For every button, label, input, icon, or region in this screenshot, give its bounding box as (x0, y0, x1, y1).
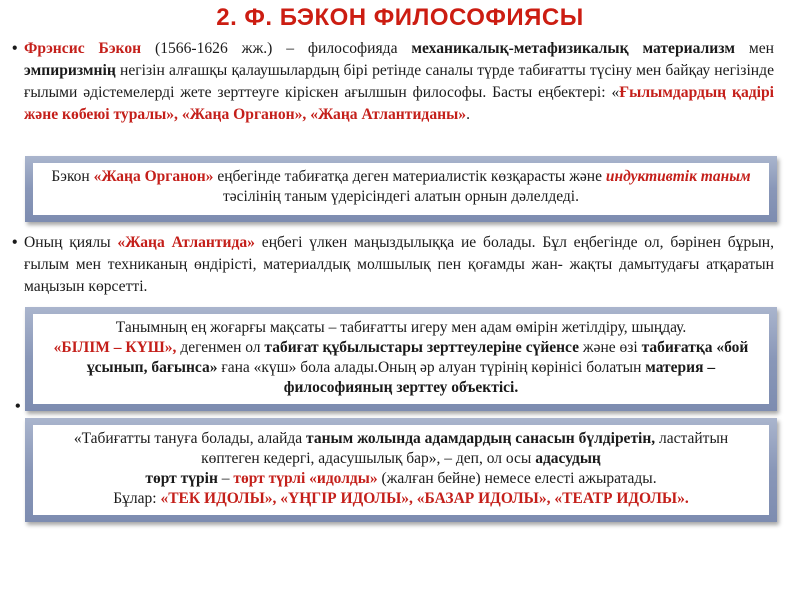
text-span: . (466, 106, 470, 123)
novum-organum-panel (25, 156, 777, 222)
text-span: дегенмен ол (176, 339, 265, 356)
text-span: Оның қиялы (24, 234, 118, 251)
knowledge-is-power-panel (25, 307, 777, 411)
empty-bullet: • (15, 398, 21, 415)
four-idols: төрт түрлі «идолды» (233, 470, 378, 487)
text-span: мен (734, 40, 774, 57)
text-span: Бэкон (51, 168, 94, 185)
inductive-method: индуктивтік таным (605, 168, 751, 185)
bullet: • (12, 40, 18, 57)
bullet: • (12, 234, 18, 251)
work-title: «Жаңа Атлантида» (117, 234, 255, 251)
text-span: негізін алғашқы қалаушылардың бірі ретінде саналы түрде табиғатты түсіну мен байқау негізінде ғылыми әдістемелерді жете зерттеуге кіріскен ағылшын философы. Басты еңбектері: « (24, 62, 774, 101)
text-span: Бұлар: (113, 490, 161, 507)
text-span: еңбегі үлкен маңыздылыққа ие болады. Бұл еңбегінде ол, бәрінен бұрын, ғылым мен техниканың өндірісті, материалдық молшылық пен қоғамды жан- жақты дамытудағы атқаратын маңызын көрсетті. (24, 234, 774, 295)
emphasis-text: табиғат құбылыстары зерттеулеріне сүйенсе (264, 339, 580, 356)
text-span: ғана «күш» бола алады.Оның әр алуан түрінің көрінісі болатын (217, 359, 646, 376)
knowledge-is-power: «БІЛІМ – КҮШ», (53, 339, 177, 356)
text-span: Танымның ең жоғарғы мақсаты – табиғатты игеру мен адам өмірін жетілдіру, шыңдау. (115, 319, 687, 336)
emphasis-text: төрт түрін (145, 470, 218, 487)
idols-list: «ТЕК ИДОЛЫ», «ҮҢГІР ИДОЛЫ», «БАЗАР ИДОЛЫ», «ТЕАТР ИДОЛЫ». (160, 490, 689, 507)
bacon-intro-paragraph (12, 38, 774, 126)
emphasis-text: адасудың (535, 450, 601, 467)
text-span: еңбегінде табиғатқа деген материалистік көзқарасты және (213, 168, 606, 185)
new-atlantis-paragraph (12, 232, 774, 298)
slide-title: 2. Ф. БЭКОН ФИЛОСОФИЯСЫ (216, 4, 584, 31)
text-span: ластайтын көптеген кедергі, адасушылық бар», – деп, ол осы (201, 430, 729, 467)
text-span: және өзі (579, 339, 642, 356)
emphasis-text: таным жолында адамдардың санасын бүлдіретін, (306, 430, 656, 447)
emphasis-text: табиғатқа «бой ұсынып, бағынса» (86, 339, 749, 376)
text-span: (жалған бейне) немесе елесті ажыратады. (377, 470, 657, 487)
emphasis-text: механикалық-метафизикалық материализм (411, 40, 735, 57)
text-span: (1566-1626 жж.) – философияда (141, 40, 412, 57)
text-span: «Табиғатты тануға болады, алайда (73, 430, 307, 447)
text-span: – (217, 470, 234, 487)
idols-panel (25, 418, 777, 522)
text-span: тәсілінің таным үдерісіндегі алатын орнын дәлелдеді. (223, 188, 579, 205)
emphasis-text: эмпиризмнің (24, 62, 116, 79)
main-works: Ғылымдардың қадірі және көбеюі туралы», «Жаңа Органон», «Жаңа Атлантиданы» (24, 84, 774, 123)
philosopher-name: Фрэнсис Бэкон (24, 40, 142, 57)
work-title: «Жаңа Органон» (93, 168, 214, 185)
emphasis-text: материя – философияның зерттеу объектісі. (283, 359, 716, 396)
